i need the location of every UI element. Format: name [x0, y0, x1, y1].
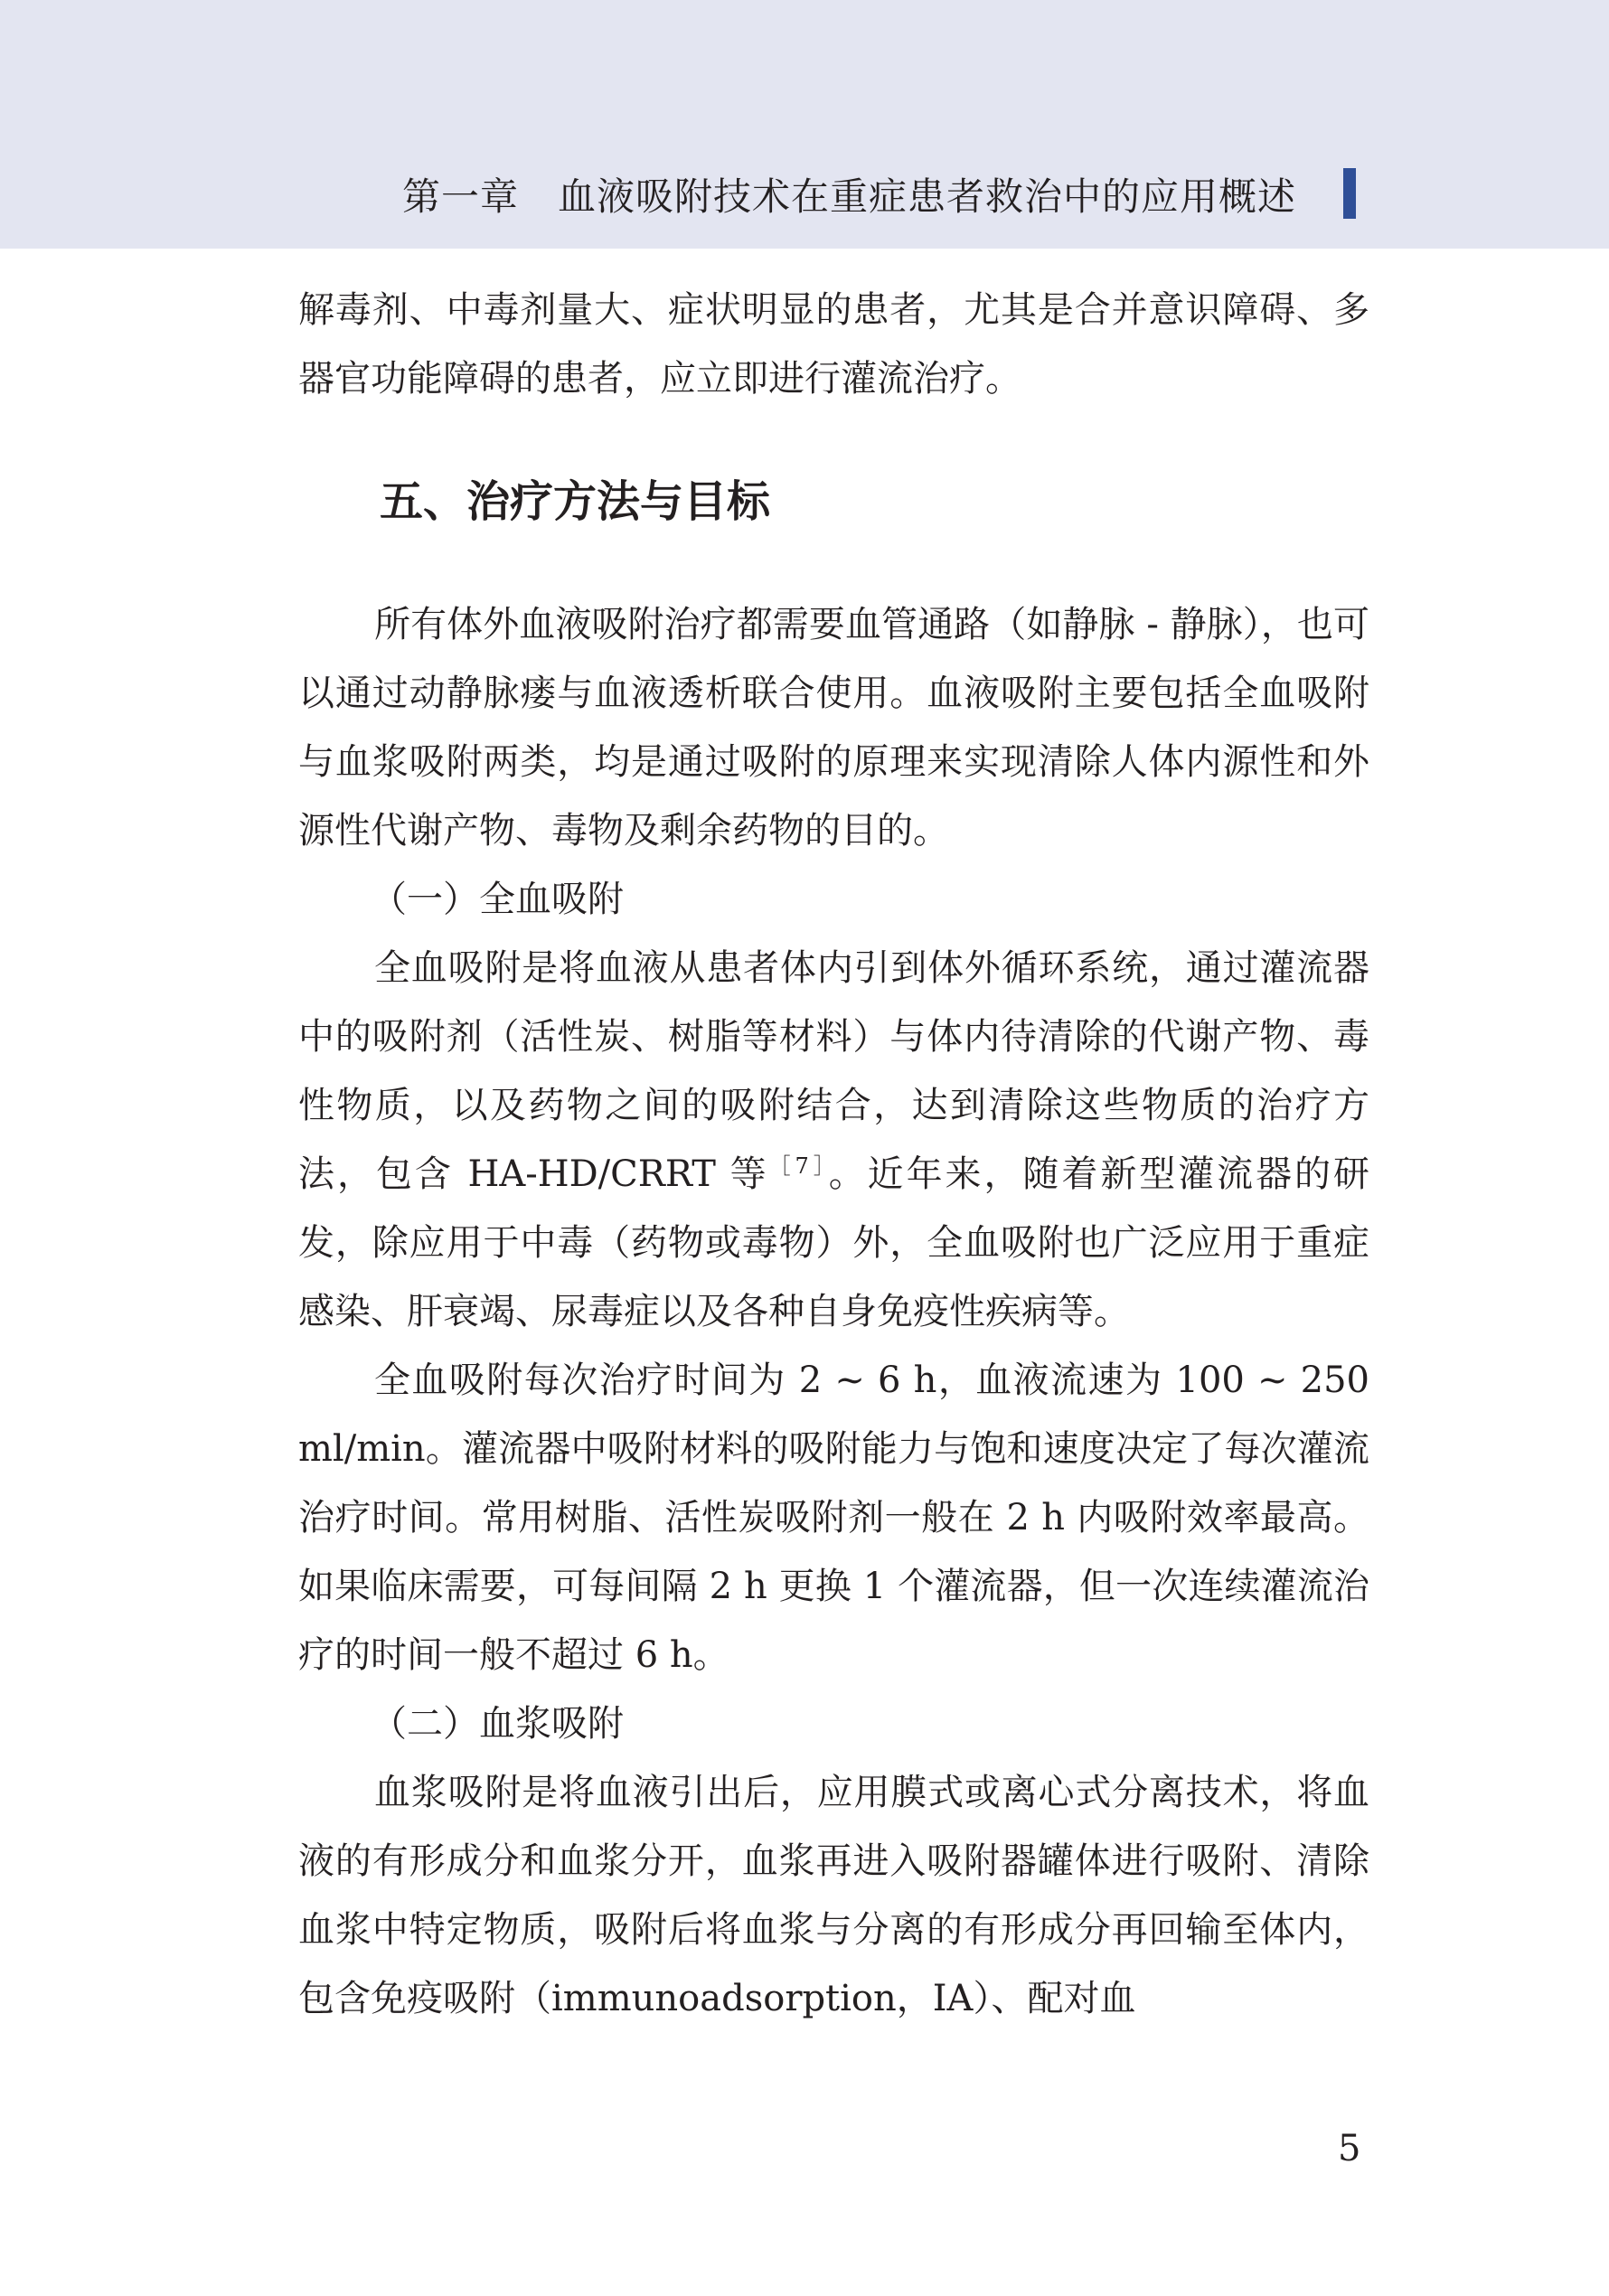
subsection-heading-whole-blood: （一）全血吸附 — [371, 879, 624, 920]
paragraph-continued: 解毒剂、中毒剂量大、症状明显的患者，尤其是合并意识障碍、多器官功能障碍的患者，应立即进行灌流治疗。 — [298, 289, 1369, 400]
page-content — [298, 276, 1369, 2033]
paragraph-treatment-time: 全血吸附每次治疗时间为 2 ~ 6 h，血液流速为 100 ~ 250 ml/min。灌流器中吸附材料的吸附能力与饱和速度决定了每次灌流治疗时间。常用树脂、活性炭吸附剂一般在 2 h 内吸附效率最高。如果临床需要，可每间隔 2 h 更换 1 个灌流器，但一次连续灌流治疗的时间一般不超过 6 h。 — [298, 1360, 1369, 1676]
paragraph-text: 全血吸附是将血液从患者体内引到体外循环系统，通过灌流器中的吸附剂（活性炭、树脂等材料）与体内待清除的代谢产物、毒性物质，以及药物之间的吸附结合，达到清除这些物质的治疗方法，包含 HA-HD/CRRT 等 — [298, 947, 1369, 1195]
section-heading: 五、治疗方法与目标 — [380, 476, 771, 527]
subsection-heading-plasma: （二）血浆吸附 — [371, 1703, 624, 1745]
page-number: 5 — [1338, 2128, 1361, 2169]
paragraph-whole-blood-adsorption — [298, 934, 1369, 1346]
paragraph-plasma-adsorption: 血浆吸附是将血液引出后，应用膜式或离心式分离技术，将血液的有形成分和血浆分开，血浆再进入吸附器罐体进行吸附、清除血浆中特定物质，吸附后将血浆与分离的有形成分再回输至体内，包含免疫吸附（immunoadsorption，IA）、配对血 — [298, 1772, 1369, 2019]
running-header-title: 第一章 血液吸附技术在重症患者救治中的应用概述 — [402, 174, 1297, 219]
paragraph-treatment-methods: 所有体外血液吸附治疗都需要血管通路（如静脉 - 静脉），也可以通过动静脉瘘与血液透析联合使用。血液吸附主要包括全血吸附与血浆吸附两类，均是通过吸附的原理来实现清除人体内源性和外源性代谢产物、毒物及剩余药物的目的。 — [298, 604, 1369, 852]
citation-reference: ［7］ — [768, 1153, 829, 1179]
running-header-accent-bar — [1343, 168, 1356, 219]
paragraph-text: 。近年来，随着新型灌流器的研发，除应用于中毒（药物或毒物）外，全血吸附也广泛应用于重症感染、肝衰竭、尿毒症以及各种自身免疫性疾病等。 — [298, 1153, 1369, 1332]
